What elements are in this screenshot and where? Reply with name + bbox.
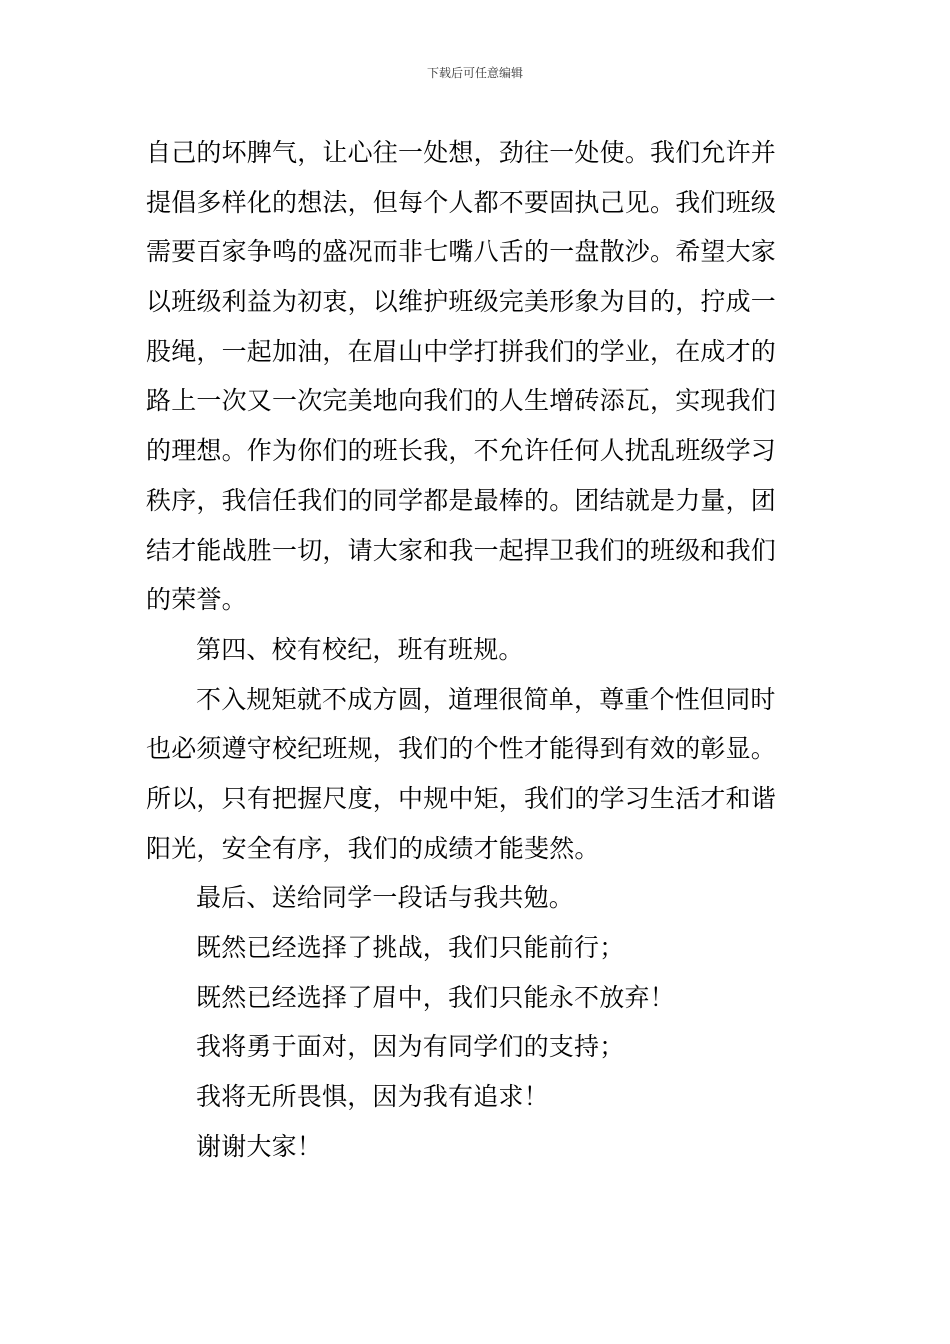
- paragraph-line: 自己的坏脾气，让心往一处想，劲往一处使。我们允许并: [146, 138, 777, 167]
- document-body: [146, 128, 811, 1171]
- paragraph-line: 需要百家争鸣的盛况而非七嘴八舌的一盘散沙。希望大家: [146, 237, 777, 267]
- paragraph-line: 提倡多样化的想法，但每个人都不要固执己见。我们班级: [146, 187, 777, 217]
- closing-line: 既然已经选择了挑战，我们只能前行；: [196, 933, 625, 962]
- paragraph-line: 结才能战胜一切，请大家和我一起捍卫我们的班级和我们: [146, 535, 777, 565]
- closing-line: 既然已经选择了眉中，我们只能永不放弃！: [196, 982, 675, 1012]
- section-heading: 第四、校有校纪，班有班规。: [196, 634, 524, 664]
- paragraph-line: 股绳，一起加油，在眉山中学打拼我们的学业，在成才的: [146, 336, 777, 366]
- paragraph-line: 秩序，我信任我们的同学都是最棒的。团结就是力量，团: [146, 485, 777, 515]
- paragraph-line: 也必须遵守校纪班规，我们的个性才能得到有效的彰显。: [146, 734, 777, 764]
- closing-line: 我将无所畏惧，因为我有追求！: [196, 1082, 549, 1112]
- paragraph-line: 路上一次又一次完美地向我们的人生增砖添瓦，实现我们: [146, 386, 777, 416]
- page-header: 下载后可任意编辑: [426, 66, 523, 80]
- paragraph-line: 以班级利益为初衷，以维护班级完美形象为目的，拧成一: [146, 287, 777, 317]
- paragraph-line: 最后、送给同学一段话与我共勉。: [196, 883, 575, 913]
- closing-thanks: 谢谢大家！: [196, 1131, 323, 1161]
- paragraph-line: 的理想。作为你们的班长我，不允许任何人扰乱班级学习: [146, 436, 777, 466]
- paragraph-line: 阳光，安全有序，我们的成绩才能斐然。: [146, 833, 600, 863]
- paragraph-line: 所以，只有把握尺度，中规中矩，我们的学习生活才和谐: [146, 783, 777, 813]
- closing-line: 我将勇于面对，因为有同学们的支持；: [196, 1032, 625, 1062]
- paragraph-line: 的荣誉。: [146, 585, 247, 615]
- paragraph-line: 不入规矩就不成方圆，道理很简单，尊重个性但同时: [196, 684, 776, 714]
